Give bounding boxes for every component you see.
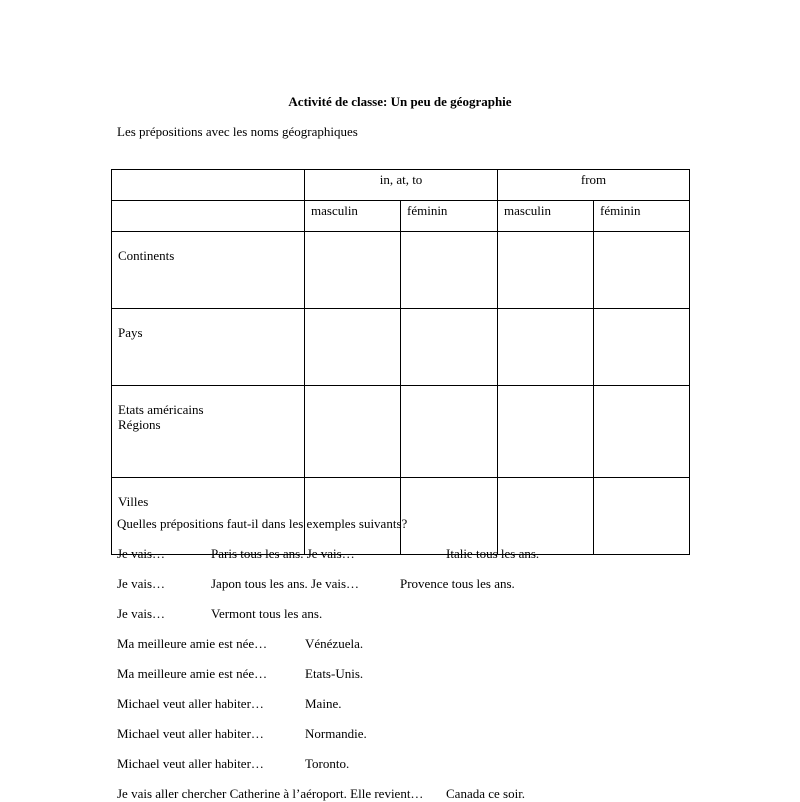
exercise-text: Vénézuela. xyxy=(305,636,364,651)
row-label-pays xyxy=(112,309,305,386)
prepositions-table xyxy=(111,169,690,555)
answer-cell[interactable] xyxy=(401,478,498,555)
exercise-prompt: Michael veut aller habiter… xyxy=(117,756,264,771)
answer-cell[interactable] xyxy=(305,232,401,309)
answer-cell[interactable] xyxy=(498,478,594,555)
answer-cell[interactable] xyxy=(498,309,594,386)
exercise-prompt: Michael veut aller habiter… xyxy=(117,726,264,741)
row-label-text: Villes xyxy=(118,494,149,509)
table-corner-cell xyxy=(112,170,305,201)
table-corner-cell xyxy=(112,201,305,232)
exercise-text: Normandie. xyxy=(305,726,367,741)
exercise-prompt: Ma meilleure amie est née… xyxy=(117,636,268,651)
exercise-prompt: Je vais… xyxy=(117,546,166,561)
answer-cell[interactable] xyxy=(305,309,401,386)
exercise-prompt: Michael veut aller habiter… xyxy=(117,696,264,711)
answer-cell[interactable] xyxy=(498,386,594,478)
answer-cell[interactable] xyxy=(594,386,690,478)
exercise-prompt: Je vais aller chercher Catherine à l’aéroport. Elle revient… xyxy=(117,786,424,801)
answer-cell[interactable] xyxy=(401,386,498,478)
answer-cell[interactable] xyxy=(594,232,690,309)
answer-cell[interactable] xyxy=(401,232,498,309)
exercise-text: Canada ce soir. xyxy=(446,786,526,801)
answer-cell[interactable] xyxy=(498,232,594,309)
header-masculin: masculin xyxy=(305,201,401,232)
row-label-text: Continents xyxy=(118,248,175,263)
table-row xyxy=(112,232,690,309)
row-label-text: Régions xyxy=(118,417,161,432)
table-sub-header-row xyxy=(112,201,690,232)
answer-cell[interactable] xyxy=(594,478,690,555)
header-feminin: féminin xyxy=(401,201,498,232)
row-label-etats-regions xyxy=(112,386,305,478)
header-masculin: masculin xyxy=(498,201,594,232)
header-from: from xyxy=(498,170,690,201)
answer-cell[interactable] xyxy=(305,386,401,478)
exercise-text: Vermont tous les ans. xyxy=(211,606,323,621)
answer-cell[interactable] xyxy=(401,309,498,386)
table-group-header-row xyxy=(112,170,690,201)
row-label-text: Etats américains xyxy=(118,402,204,417)
exercise-text: Etats-Unis. xyxy=(305,666,364,681)
row-label-continents xyxy=(112,232,305,309)
exercise-text: Paris tous les ans. Je vais… xyxy=(211,546,355,561)
table-row xyxy=(112,386,690,478)
table-row xyxy=(112,309,690,386)
header-in-at-to: in, at, to xyxy=(305,170,498,201)
document-subtitle: Les prépositions avec les noms géographiques xyxy=(117,124,358,139)
exercise-text: Provence tous les ans. xyxy=(400,576,515,591)
exercise-prompt: Ma meilleure amie est née… xyxy=(117,666,268,681)
exercise-text: Japon tous les ans. Je vais… xyxy=(211,576,360,591)
exercise-text: Toronto. xyxy=(305,756,350,771)
header-feminin: féminin xyxy=(594,201,690,232)
exercise-text: Maine. xyxy=(305,696,342,711)
exercise-prompt: Je vais… xyxy=(117,576,166,591)
document-title: Activité de classe: Un peu de géographie xyxy=(288,94,512,109)
exercise-prompt: Je vais… xyxy=(117,606,166,621)
exercise-question: Quelles prépositions faut-il dans les exemples suivants? xyxy=(117,516,408,531)
row-label-text: Pays xyxy=(118,325,143,340)
answer-cell[interactable] xyxy=(594,309,690,386)
exercise-text: Italie tous les ans. xyxy=(446,546,540,561)
